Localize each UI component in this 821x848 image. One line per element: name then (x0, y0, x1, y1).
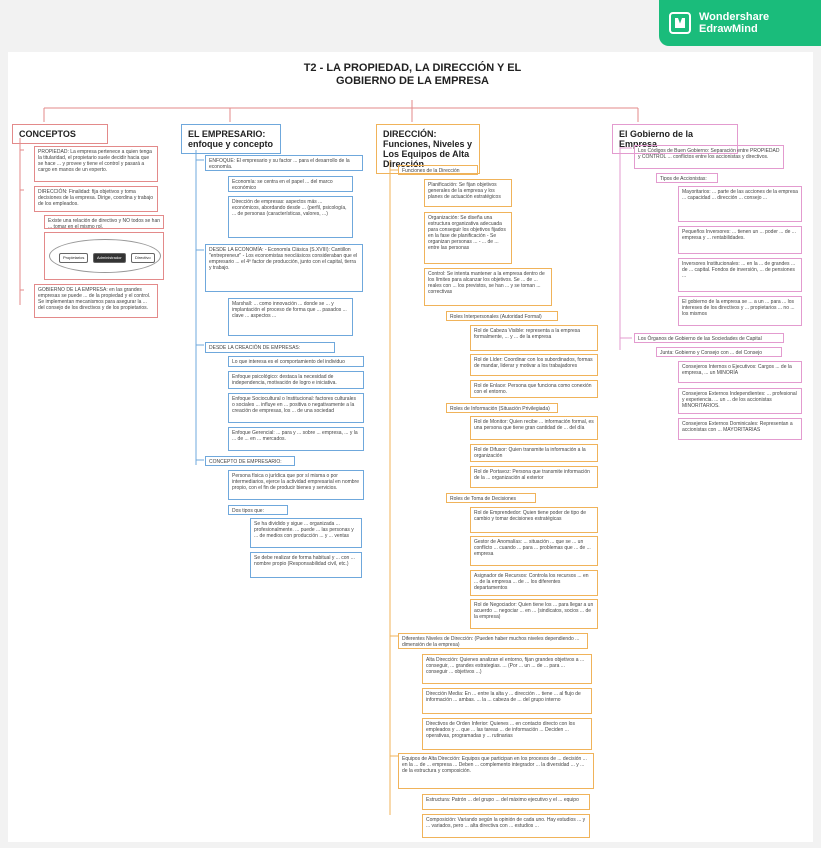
rol-lider-node[interactable]: Rol de Líder: Coordinar con los subordinados, formas de mandar, liderar y motivar a los trabajadores (470, 354, 598, 376)
roles-toma-node[interactable]: Roles de Toma de Decisiones (446, 493, 536, 503)
direccion-node[interactable]: DIRECCIÓN: Funciones, Niveles y Los Equipos de Alta Dirección (376, 124, 480, 174)
direccion-concept-node[interactable]: DIRECCIÓN: Finalidad: fija objetivos y toma decisiones de la empresa. Dirige, coordina y trabajo de los empleados. (34, 186, 158, 212)
funciones-node[interactable]: Funciones de la Dirección (398, 165, 478, 175)
niveles-node[interactable]: Diferentes Niveles de Dirección: (Pueden haber muchos niveles dependiendo ... dimensión de la empresa) (398, 633, 588, 649)
consejeros-internos-node[interactable]: Consejeros Internos o Ejecutivos: Cargos ... de la empresa, ... un MINORÍA (678, 361, 802, 383)
consejeros-independientes-node[interactable]: Consejeros Externos Independientes: ... profesional y experiencia. ... un ... de los accionistas MINORITARIOS. (678, 388, 802, 414)
rol-difusor-node[interactable]: Rol de Difusor: Quien transmite la información a la organización (470, 444, 598, 462)
equipos-alta-direccion-node[interactable]: Equipos de Alta Dirección: Equipos que participan en los procesos de ... decisión ... en la ... de ... empresa ... Deben ... complemento integrador ... la diversidad ... y ... de la estructura y composición. (398, 753, 594, 789)
oval-label-directivo: Directivo (131, 253, 155, 263)
gerencial-node[interactable]: Enfoque Gerencial: ... para y ... sobre ... empresa, ... y la ... de ... en ... mercados. (228, 427, 364, 451)
tipo2-node[interactable]: Se debe realizar de forma habitual y ... con ... nombre propio (Responsabilidad civil, etc.) (250, 552, 362, 578)
asignador-node[interactable]: Asignador de Recursos: Controla los recursos ... en ... de la empresa ... de ... los diferentes departamentos (470, 570, 598, 596)
gobierno-de-empresa-node[interactable]: El gobierno de la empresa se ... a un ... para ... los intereses de los directivos y ... propietarios ... no ... los mismos (678, 296, 802, 326)
rol-negociador-node[interactable]: Rol de Negociador: Quien tiene los ... para llegar a un acuerdo ... negociar ... en ... (sindicatos, socios ... de la empresa) (470, 599, 598, 629)
alta-direccion-node[interactable]: Alta Dirección: Quienes analizan el entorno, fijan grandes objetivos a ... conseguir, ... grandes estrategias. ... (Por ... un ... de ... para ... conseguir ... objetivos ...) (422, 654, 592, 684)
organos-gobierno-node[interactable]: Los Órganos de Gobierno de las Sociedades de Capital (634, 333, 784, 343)
orden-inferior-node[interactable]: Directivos de Orden Inferior: Quienes ... en contacto directo con los empleados y ... que ... las tareas ... de información ... Deciden ... operativas, programadas y ... rutinarias (422, 718, 592, 750)
oval-label-administrador: Administrador (93, 253, 126, 263)
planificacion-node[interactable]: Planificación: Se fijan objetivos generales de la empresa y los planes de actuación estratégicos (424, 179, 512, 207)
brand-line-1: Wondershare (699, 11, 770, 23)
gestor-anomalias-node[interactable]: Gestor de Anomalías: ... situación ... que se ... un conflicto ... cuando ... para ... problemas que ... de ... empresa (470, 536, 598, 566)
control-node[interactable]: Control: Se intenta mantener a la empresa dentro de los límites para alcanzar los objetivos. Se ... de ... reales con ... los previstos, se han ... y se toman ... correctivas (424, 268, 552, 306)
roles-informacion-node[interactable]: Roles de Información (Situación Privilegiada) (446, 403, 558, 413)
rol-monitor-node[interactable]: Rol de Monitor: Quien recibe ... información formal, es una persona que tiene gran cantidad de ... del día (470, 416, 598, 440)
desde-creacion-node[interactable]: DESDE LA CREACIÓN DE EMPRESAS: (205, 342, 335, 353)
gobierno-empresa-concept-node[interactable]: GOBIERNO DE LA EMPRESA: en las grandes empresas se puede ... de la propiedad y el control. Se implementan mecanismos para asegurar la ... del consejo de los directivos y de los propietarios. (34, 284, 158, 318)
mayoritarios-node[interactable]: Mayoritarios: ... parte de las acciones de la empresa ... capacidad ... dirección ... consejo ... (678, 186, 802, 222)
roles-interpersonales-node[interactable]: Roles Interpersonales (Autoridad Formal) (446, 311, 558, 321)
organizacion-node[interactable]: Organización: Se diseña una estructura organizativa adecuada para conseguir los objetivos fijados en la fase de planificación - Se organizan personas ... - ... de ... entre las personas (424, 212, 512, 264)
rol-enlace-node[interactable]: Rol de Enlace: Persona que funciona como conexión con el entorno. (470, 380, 598, 398)
concepto-empresario-node[interactable]: CONCEPTO DE EMPRESARIO: (205, 456, 295, 466)
ovals-node (44, 232, 164, 280)
creacion-intro-node[interactable]: Lo que interesa es el comportamiento del individuo (228, 356, 364, 367)
conceptos-node[interactable]: CONCEPTOS (12, 124, 108, 144)
consejo-node[interactable]: Junta: Gobierno y Consejo con ... del Consejo (656, 347, 782, 357)
propiedad-node[interactable]: PROPIEDAD: La empresa pertenece a quien tenga la titularidad, el propietario suele decidir hacia que se hace ... y provee y tiene el control y pasará a cargo en manos de un experto. (34, 146, 158, 182)
rol-cabeza-node[interactable]: Rol de Cabeza Visible: representa a la empresa formalmente, ... y ... de la empresa (470, 325, 598, 351)
tipo1-node[interactable]: Se ha dividido y sigue ... organizada ... profesionalmente. ... puede ... las personas y ... de medios con producción ... y ... ventas (250, 518, 362, 548)
enfoque-node[interactable]: ENFOQUE: El empresario y su factor ... para el desarrollo de la economía. (205, 155, 363, 171)
direccion-empresas-node[interactable]: Dirección de empresas: aspectos más ... económicos, abordando desde ... (perfil, psicología, ... de personas (características, valores, ...) (228, 196, 353, 238)
mindmap-title[interactable]: T2 - LA PROPIEDAD, LA DIRECCIÓN Y EL GOBIERNO DE LA EMPRESA (303, 62, 522, 87)
gobierno-node[interactable]: El Gobierno de la Empresa (612, 124, 738, 154)
rol-portavoz-node[interactable]: Rol de Portavoz: Persona que transmite información de la ... organización al exterior (470, 466, 598, 488)
tipos-accionistas-node[interactable]: Tipos de Accionistas: (656, 173, 718, 183)
dos-tipos-node[interactable]: Dos tipos que: (228, 505, 288, 515)
direccion-media-node[interactable]: Dirección Media: En ... entre la alta y ... dirección ... tiene ... al flujo de información ... ambas. ... la ... cabeza de ... del grupo interno (422, 688, 592, 714)
pequenos-inversores-node[interactable]: Pequeños Inversores: ... tienen un ... poder ... de ... empresa y ... rentabilidades. (678, 226, 802, 254)
brand-line-2: EdrawMind (699, 23, 758, 35)
composicion-node[interactable]: Composición: Variando según la opinión de cada uno. Hay estudios ... y ... variados, pero ... alta directiva con ... estudios ... (422, 814, 590, 838)
oval-label-propietarios: Propietarios (59, 253, 88, 263)
concepto-def-node[interactable]: Persona física o jurídica que por sí misma o por intermediarios, ejerce la actividad empresarial en nombre propio, con el fin de producir bienes y servicios. (228, 470, 364, 500)
estructura-node[interactable]: Estructura: Patrón ... del grupo ... del máximo ejecutivo y el ... equipo (422, 794, 590, 810)
desde-economia-node[interactable]: DESDE LA ECONOMÍA: - Economía Clásica (S.XVIII): Cantillon "entrepreneur" - Los economistas neoclásicos consideraban que el empresario ... el 4º factor de producción, junto con el capital, tierra y trabajo. (205, 244, 363, 292)
empresario-node[interactable]: EL EMPRESARIO: enfoque y concepto (181, 124, 281, 154)
marshall-node[interactable]: Marshall: ... como innovación ... donde se ... y implantación el proceso de forma que ... pasados ... clave ... aspectos ... (228, 298, 353, 336)
economia-node[interactable]: Economía: se centra en el papel ... del marco económico (228, 176, 353, 192)
inversores-institucionales-node[interactable]: Inversores Institucionales: ... en la ... de grandes ... de ... capital. Fondos de inversión, ... de pensiones ... (678, 258, 802, 292)
codigos-node[interactable]: Los Códigos de Buen Gobierno: Separación entre PROPIEDAD y CONTROL ... conflictos entre los accionistas y directivos. (634, 145, 784, 169)
existe-relacion-node[interactable]: Existe una relación de directivo y NO todos se han ... tomar en el mismo rol. (44, 215, 164, 229)
sociocultural-node[interactable]: Enfoque Sociocultural o Institucional: factores culturales o sociales ... influye en ... positiva o negativamente a la creación de empresas, los ... de una sociedad (228, 393, 364, 423)
rol-emprendedor-node[interactable]: Rol de Emprendedor: Quien tiene poder de tipo de cambio y tomar decisiones estratégicas (470, 507, 598, 533)
consejeros-dominicales-node[interactable]: Consejeros Externos Dominicales: Representan a accionistas con ... MAYORITARIAS (678, 418, 802, 440)
psicologico-node[interactable]: Enfoque psicológico: destaca la necesidad de independencia, motivación de logro e iniciativa. (228, 371, 364, 389)
